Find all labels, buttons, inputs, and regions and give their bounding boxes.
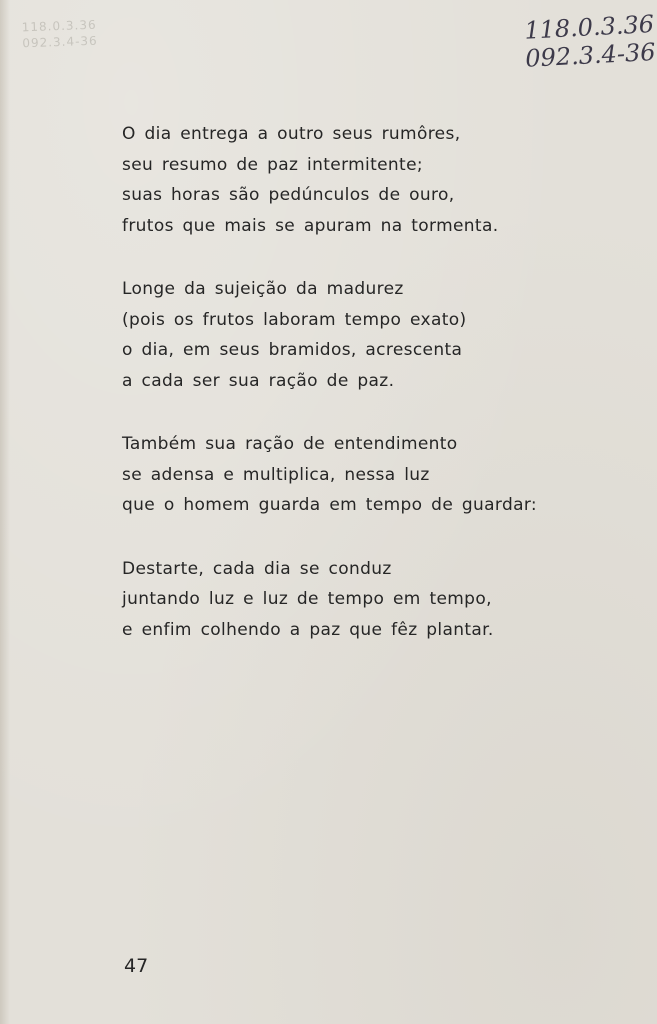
poem-line: Destarte, cada dia se conduz [122,558,392,579]
stanza-2 [122,274,562,396]
handwritten-call-number [523,10,656,73]
poem-line: juntando luz e luz de tempo em tempo, [122,589,492,609]
faint-mark-line-2: 092.3.4-36 [22,33,98,51]
poem-line: que o homem guarda em tempo de guardar: [122,495,537,515]
poem-line: seu resumo de paz intermitente; [122,154,423,175]
poem [122,119,562,678]
poem-line: Longe da sujeição da madurez [122,279,404,299]
poem-line: suas horas são pedúnculos de ouro, [122,185,455,205]
page-number: 47 [124,955,149,977]
poem-line: O dia entrega a outro seus rumôres, [122,124,461,144]
stanza-4 [122,554,562,646]
stanza-3 [122,429,562,521]
page-edge-shadow [0,0,10,1024]
poem-line: o dia, em seus bramidos, acrescenta [122,340,463,360]
call-number-line-2: 092.3.4-36 [524,37,656,73]
faint-mark-line-1: 118.0.3.36 [21,17,97,35]
poem-line: frutos que mais se apuram na tormenta. [122,215,499,236]
poem-line: se adensa e multiplica, nessa luz [122,464,430,485]
poem-line: a cada ser sua ração de paz. [122,370,395,391]
call-number-line-1: 118.0.3.36 [523,10,655,45]
faint-bleed-through-mark [21,17,97,52]
poem-line: (pois os frutos laboram tempo exato) [122,309,467,330]
stanza-1 [122,119,562,241]
poem-line: e enfim colhendo a paz que fêz plantar. [122,619,494,640]
poem-line: Também sua ração de entendimento [122,434,458,454]
